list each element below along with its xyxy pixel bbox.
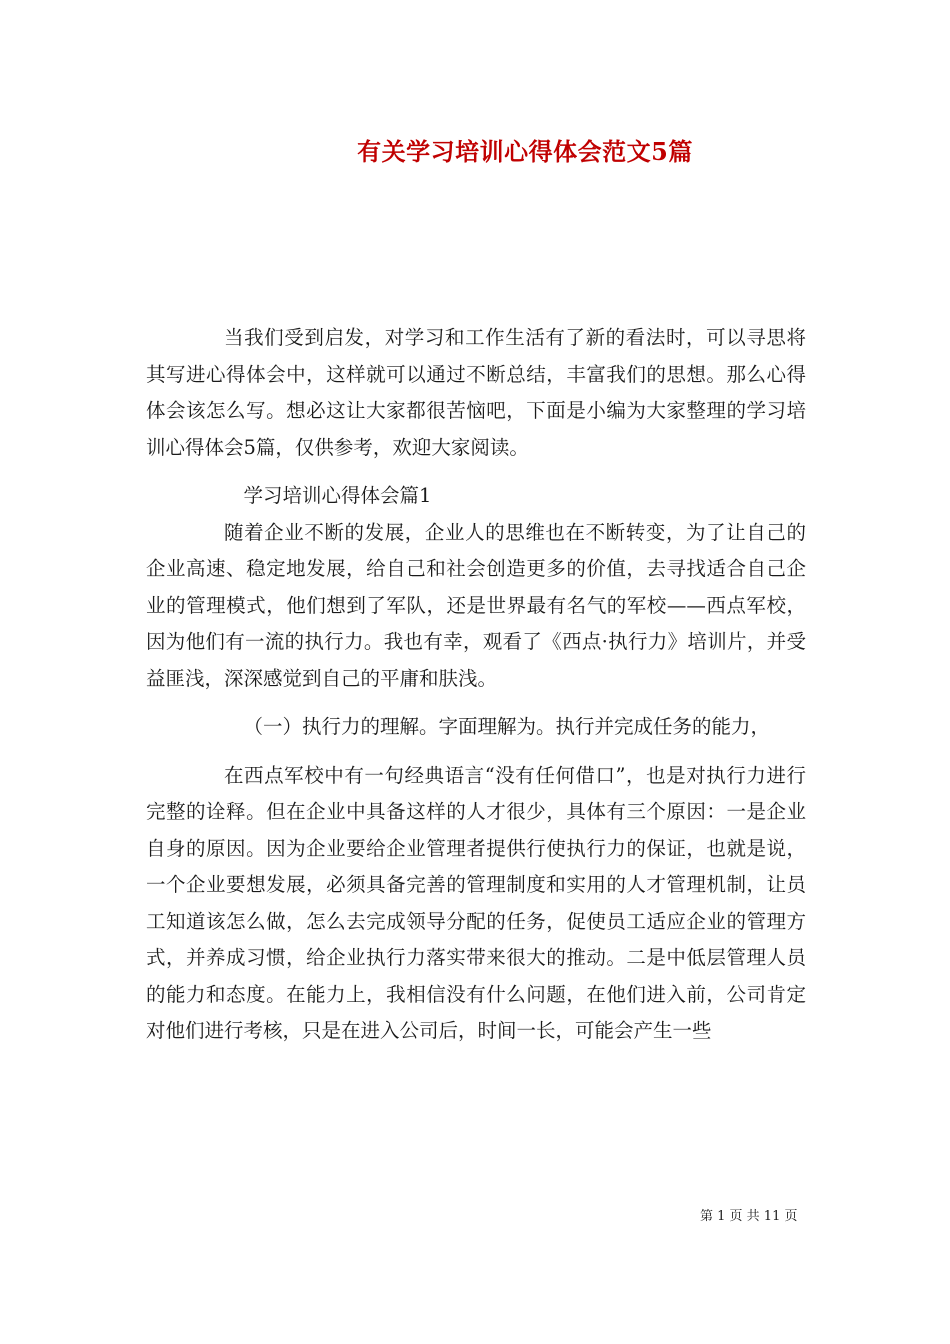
section-heading: 学习培训心得体会篇1	[243, 484, 432, 507]
document-title: 有关学习培训心得体会范文5篇	[357, 137, 693, 166]
body-paragraph: 在西点军校中有一句经典语言“没有任何借口”，也是对执行力进行完整的诠释。但在企业中具备这样的人才很少，具体有三个原因：一是企业自身的原因。因为企业要给企业管理者提供行使执行力的保证，也就是说，一个企业要想发展，必须具备完善的管理制度和实用的人才管理机制，让员工知道该怎么做，怎么去完成领导分配的任务，促使员工适应企业的管理方式，并养成习惯，给企业执行力落实带来很大的推动。二是中低层管理人员的能力和态度。在能力上，我相信没有什么问题，在他们进入前，公司肯定对他们进行考核，只是在进入公司后，时间一长，可能会产生一些	[146, 763, 806, 1042]
body-paragraph: 随着企业不断的发展，企业人的思维也在不断转变，为了让自己的企业高速、稳定地发展，给自己和社会创造更多的价值，去寻找适合自己企业的管理模式，他们想到了军队，还是世界最有名气的军校——西点军校，因为他们有一流的执行力。我也有幸，观看了《西点·执行力》培训片，并受益匪浅，深深感觉到自己的平庸和肤浅。	[146, 520, 806, 690]
document-body	[146, 320, 806, 1050]
page-number: 第 1 页 共 11 页	[700, 1209, 798, 1224]
subsection-paragraph: （一）执行力的理解。字面理解为。执行并完成任务的能力，	[243, 715, 771, 738]
intro-paragraph: 当我们受到启发，对学习和工作生活有了新的看法时，可以寻思将其写进心得体会中，这样就可以通过不断总结，丰富我们的思想。那么心得体会该怎么写。想必这让大家都很苦恼吧，下面是小编为大家整理的学习培训心得体会5篇，仅供参考，欢迎大家阅读。	[146, 326, 806, 459]
